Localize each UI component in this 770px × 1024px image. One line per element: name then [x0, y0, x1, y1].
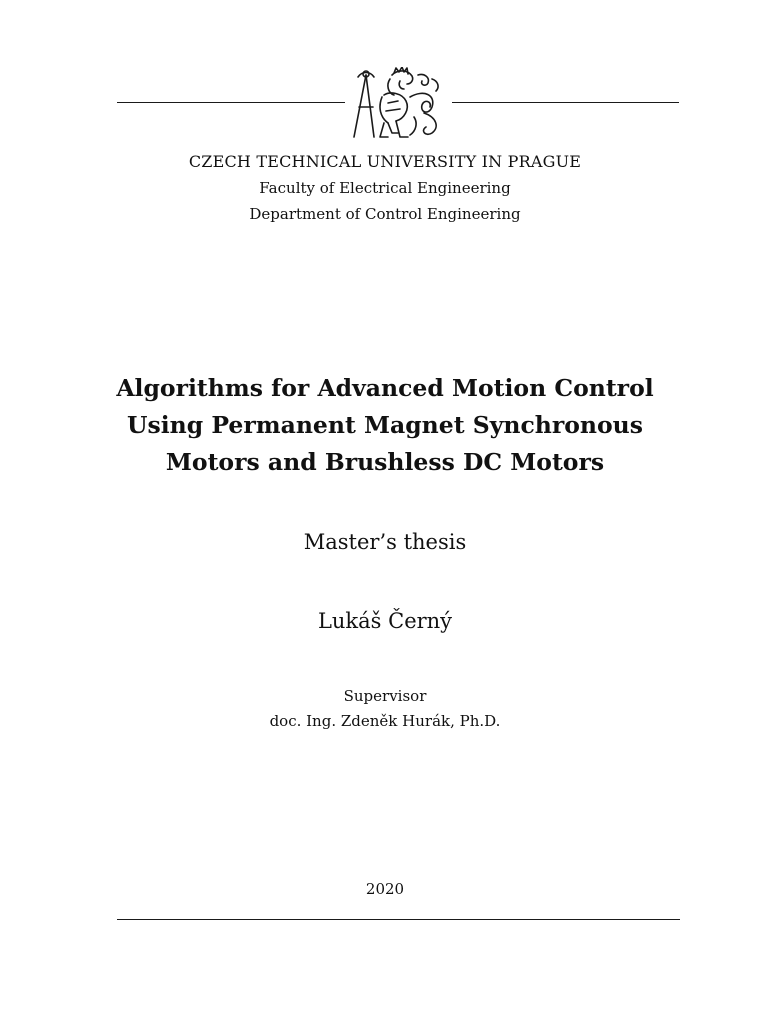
- header-rule-right: [452, 102, 679, 103]
- title-line: Algorithms for Advanced Motion Control: [116, 374, 654, 402]
- header-rule-left: [117, 102, 345, 103]
- title-line: Using Permanent Magnet Synchronous: [127, 411, 643, 439]
- title-line: Motors and Brushless DC Motors: [165, 448, 605, 476]
- department-name: Department of Control Engineering: [249, 205, 521, 223]
- supervisor-name: doc. Ing. Zdeněk Hurák, Ph.D.: [269, 712, 501, 730]
- ctu-lion-emblem-icon: [344, 67, 448, 139]
- thesis-type: Master’s thesis: [303, 530, 467, 554]
- faculty-name: Faculty of Electrical Engineering: [259, 179, 511, 197]
- footer-rule: [117, 919, 680, 920]
- university-name: CZECH TECHNICAL UNIVERSITY IN PRAGUE: [188, 152, 582, 171]
- thesis-title: [0, 370, 770, 481]
- author-name: Lukáš Černý: [317, 609, 453, 633]
- supervisor-label: Supervisor: [343, 687, 427, 705]
- thesis-year: 2020: [365, 880, 405, 898]
